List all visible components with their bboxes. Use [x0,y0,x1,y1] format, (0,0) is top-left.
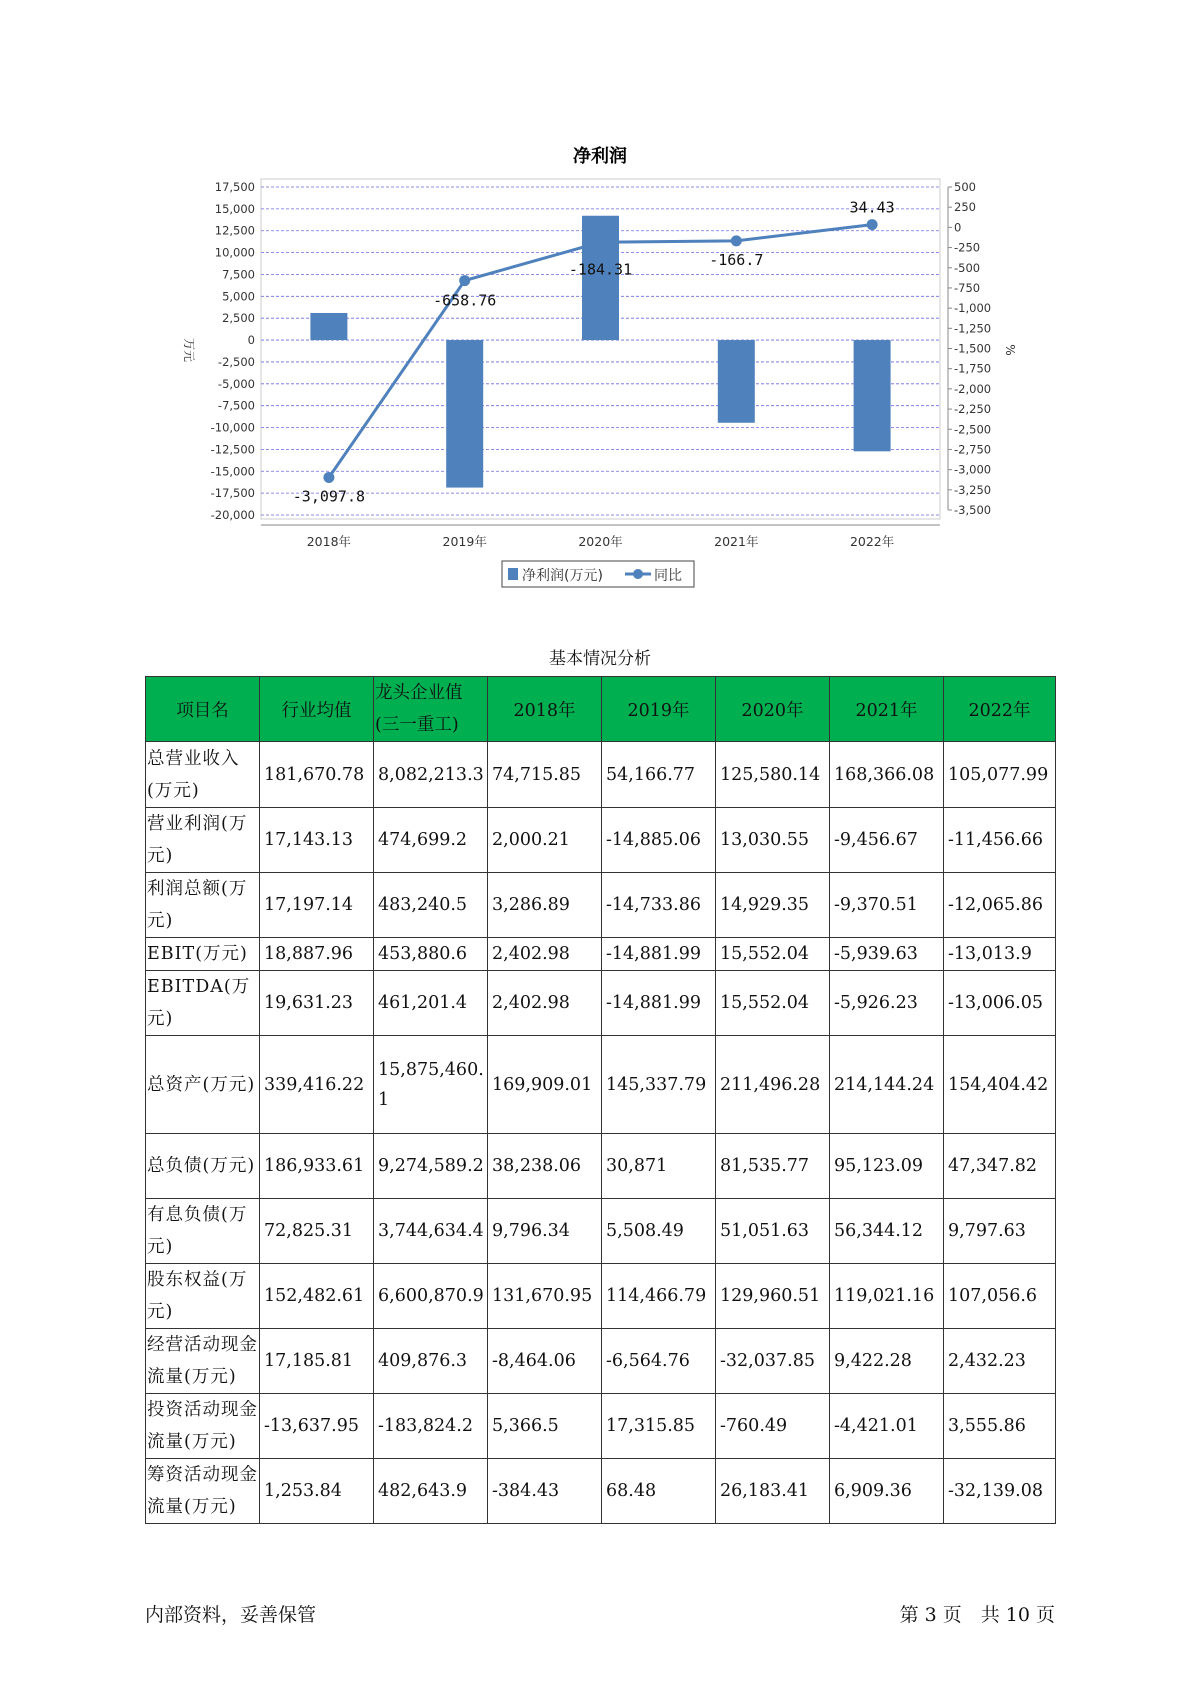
table-row [146,1036,1056,1134]
row-value-cell: 9,796.34 [488,1199,602,1264]
row-value-cell: 474,699.2 [374,808,488,873]
right-tick-label: -1,750 [954,361,992,376]
row-value-cell: 17,143.13 [260,808,374,873]
row-value-cell: 17,185.81 [260,1329,374,1394]
row-value-cell: -14,733.86 [602,873,716,938]
row-value-cell: 95,123.09 [830,1134,944,1199]
table-row [146,873,1056,938]
row-value-cell: 17,197.14 [260,873,374,938]
row-value-cell: 51,051.63 [716,1199,830,1264]
header-item-name: 项目名 [146,677,260,742]
header-industry-avg: 行业均值 [260,677,374,742]
x-axis-ticks [307,534,895,549]
right-tick-label: -250 [954,240,981,255]
row-value-cell: 8,082,213.3 [374,742,488,808]
header-2021: 2021年 [830,677,944,742]
yoy-point [459,275,470,286]
row-value-cell: 339,416.22 [260,1036,374,1134]
x-tick-label: 2018年 [306,534,352,549]
row-value-cell: 5,366.5 [488,1394,602,1459]
row-value-cell: 15,552.04 [716,971,830,1036]
right-tick-label: -3,000 [954,462,992,477]
table-row [146,971,1056,1036]
row-value-cell: 181,670.78 [260,742,374,808]
table-row [146,1264,1056,1329]
row-item-name: 利润总额(万元) [146,873,260,938]
row-value-cell: -9,370.51 [830,873,944,938]
row-value-cell: 105,077.99 [944,742,1056,808]
row-value-cell: 14,929.35 [716,873,830,938]
table-header-row [146,677,1056,742]
right-tick-label: -2,750 [954,442,992,457]
row-value-cell: -11,456.66 [944,808,1056,873]
row-value-cell: -13,637.95 [260,1394,374,1459]
row-item-name: 总资产(万元) [146,1036,260,1134]
left-tick-label: 2,500 [222,311,255,326]
row-value-cell: -183,824.2 [374,1394,488,1459]
left-tick-label: 10,000 [214,245,255,260]
row-value-cell: 461,201.4 [374,971,488,1036]
row-value-cell: 30,871 [602,1134,716,1199]
row-value-cell: 38,238.06 [488,1134,602,1199]
yoy-data-label: -3,097.8 [292,487,366,506]
row-value-cell: -5,926.23 [830,971,944,1036]
row-value-cell: 68.48 [602,1459,716,1524]
row-value-cell: 19,631.23 [260,971,374,1036]
row-value-cell: -760.49 [716,1394,830,1459]
bar-2018年 [310,313,347,340]
table-row [146,1394,1056,1459]
bar-2019年 [446,340,483,488]
row-value-cell: 168,366.08 [830,742,944,808]
right-tick-label: -1,500 [954,341,992,356]
x-tick-label: 2022年 [849,534,895,549]
row-value-cell: 125,580.14 [716,742,830,808]
left-axis-ticks [211,180,255,522]
chart-title: 净利润 [573,146,627,167]
row-value-cell: -8,464.06 [488,1329,602,1394]
row-value-cell: 9,797.63 [944,1199,1056,1264]
table-row [146,742,1056,808]
right-tick-label: -1,000 [954,301,992,316]
footer-page-number: 第 3 页 共 10 页 [899,1604,1055,1626]
yoy-data-label: -184.31 [568,260,633,279]
left-tick-label: -17,500 [210,486,255,501]
row-value-cell: 18,887.96 [260,938,374,971]
row-value-cell: 56,344.12 [830,1199,944,1264]
row-item-name: 有息负债(万元) [146,1199,260,1264]
row-item-name: EBITDA(万元) [146,971,260,1036]
left-tick-label: -20,000 [210,508,255,522]
row-value-cell: 2,432.23 [944,1329,1056,1394]
row-value-cell: 2,000.21 [488,808,602,873]
yoy-point [867,219,878,230]
row-value-cell: 6,600,870.9 [374,1264,488,1329]
basic-analysis-table [145,676,1056,1524]
row-value-cell: 74,715.85 [488,742,602,808]
table-row [146,808,1056,873]
row-value-cell: 131,670.95 [488,1264,602,1329]
net-profit-chart [0,0,1191,620]
yoy-point [731,235,742,246]
legend-bar-swatch [508,568,518,580]
header-leader-value: 龙头企业值(三一重工) [374,677,488,742]
right-axis-ticks [948,180,991,517]
row-value-cell: 169,909.01 [488,1036,602,1134]
right-tick-label: -3,500 [954,503,992,517]
yoy-data-label: 34.43 [849,198,895,217]
row-value-cell: -32,139.08 [944,1459,1056,1524]
row-value-cell: -6,564.76 [602,1329,716,1394]
row-value-cell: -5,939.63 [830,938,944,971]
row-value-cell: 483,240.5 [374,873,488,938]
left-tick-label: 7,500 [222,267,255,282]
row-value-cell: 3,555.86 [944,1394,1056,1459]
bar-series [310,216,890,488]
row-value-cell: -13,013.9 [944,938,1056,971]
row-value-cell: -384.43 [488,1459,602,1524]
table-row [146,1329,1056,1394]
legend-line-label: 同比 [654,568,682,584]
row-value-cell: -12,065.86 [944,873,1056,938]
row-value-cell: 1,253.84 [260,1459,374,1524]
row-value-cell: 17,315.85 [602,1394,716,1459]
left-tick-label: -10,000 [210,420,255,435]
right-tick-label: 0 [954,220,962,235]
row-item-name: 总营业收入(万元) [146,742,260,808]
row-value-cell: 186,933.61 [260,1134,374,1199]
row-value-cell: -14,881.99 [602,938,716,971]
row-value-cell: 9,422.28 [830,1329,944,1394]
left-tick-label: -7,500 [217,398,255,413]
x-tick-label: 2019年 [442,534,487,549]
row-value-cell: 2,402.98 [488,938,602,971]
x-tick-label: 2020年 [578,534,623,549]
right-tick-label: 500 [954,180,976,194]
right-tick-label: 250 [954,200,976,215]
row-value-cell: 114,466.79 [602,1264,716,1329]
row-value-cell: 211,496.28 [716,1036,830,1134]
row-value-cell: 54,166.77 [602,742,716,808]
row-value-cell: 5,508.49 [602,1199,716,1264]
right-tick-label: -2,500 [954,422,992,437]
row-value-cell: 129,960.51 [716,1264,830,1329]
row-value-cell: 107,056.6 [944,1264,1056,1329]
line-series [293,199,895,506]
right-tick-label: -2,250 [954,402,992,417]
row-value-cell: 2,402.98 [488,971,602,1036]
left-axis-label: 万元 [182,337,196,363]
row-value-cell: -9,456.67 [830,808,944,873]
left-tick-label: 0 [247,333,255,348]
row-value-cell: 145,337.79 [602,1036,716,1134]
row-value-cell: -14,881.99 [602,971,716,1036]
row-value-cell: 152,482.61 [260,1264,374,1329]
table-row [146,1459,1056,1524]
yoy-data-label: -658.76 [433,291,497,310]
right-tick-label: -3,250 [954,482,992,497]
bar-2022年 [854,340,891,451]
row-value-cell: 15,552.04 [716,938,830,971]
right-tick-label: -2,000 [954,381,992,396]
x-tick-label: 2021年 [714,534,759,549]
row-value-cell: -13,006.05 [944,971,1056,1036]
row-value-cell: -32,037.85 [716,1329,830,1394]
left-tick-label: -15,000 [210,464,255,479]
right-tick-label: -1,250 [954,321,992,336]
chart-legend [502,561,694,587]
table-row [146,938,1056,971]
row-value-cell: 453,880.6 [374,938,488,971]
row-value-cell: 15,875,460.1 [374,1036,488,1134]
row-value-cell: 154,404.42 [944,1036,1056,1134]
yoy-point [323,472,334,483]
footer-confidential: 内部资料，妥善保管 [145,1604,317,1626]
row-item-name: 股东权益(万元) [146,1264,260,1329]
left-tick-label: -2,500 [217,354,255,369]
left-tick-label: 12,500 [214,223,255,238]
left-tick-label: 17,500 [214,180,255,194]
right-tick-label: -750 [954,280,981,295]
row-value-cell: 9,274,589.2 [374,1134,488,1199]
row-value-cell: -14,885.06 [602,808,716,873]
table-title: 基本情况分析 [549,649,651,669]
row-value-cell: 6,909.36 [830,1459,944,1524]
legend-bar-label: 净利润(万元) [522,568,603,584]
legend-line-marker [633,569,643,579]
row-value-cell: 26,183.41 [716,1459,830,1524]
yoy-data-label: -166.7 [709,250,764,269]
left-tick-label: 5,000 [222,289,255,304]
row-value-cell: 13,030.55 [716,808,830,873]
row-item-name: 投资活动现金流量(万元) [146,1394,260,1459]
table-row [146,1199,1056,1264]
row-value-cell: 119,021.16 [830,1264,944,1329]
row-value-cell: -4,421.01 [830,1394,944,1459]
row-value-cell: 47,347.82 [944,1134,1056,1199]
right-axis-label: % [1003,344,1017,356]
row-item-name: 经营活动现金流量(万元) [146,1329,260,1394]
header-2020: 2020年 [716,677,830,742]
row-item-name: 总负债(万元) [146,1134,260,1199]
left-tick-label: -5,000 [217,376,255,391]
left-tick-label: 15,000 [214,201,255,216]
header-2022: 2022年 [944,677,1056,742]
row-value-cell: 482,643.9 [374,1459,488,1524]
row-value-cell: 72,825.31 [260,1199,374,1264]
bar-2021年 [718,340,755,423]
row-item-name: EBIT(万元) [146,938,260,971]
header-2019: 2019年 [602,677,716,742]
row-value-cell: 81,535.77 [716,1134,830,1199]
row-item-name: 营业利润(万元) [146,808,260,873]
row-item-name: 筹资活动现金流量(万元) [146,1459,260,1524]
yoy-point [595,237,606,248]
table-row [146,1134,1056,1199]
row-value-cell: 3,744,634.4 [374,1199,488,1264]
row-value-cell: 214,144.24 [830,1036,944,1134]
right-tick-label: -500 [954,260,981,275]
left-tick-label: -12,500 [210,442,255,457]
header-2018: 2018年 [488,677,602,742]
row-value-cell: 3,286.89 [488,873,602,938]
row-value-cell: 409,876.3 [374,1329,488,1394]
